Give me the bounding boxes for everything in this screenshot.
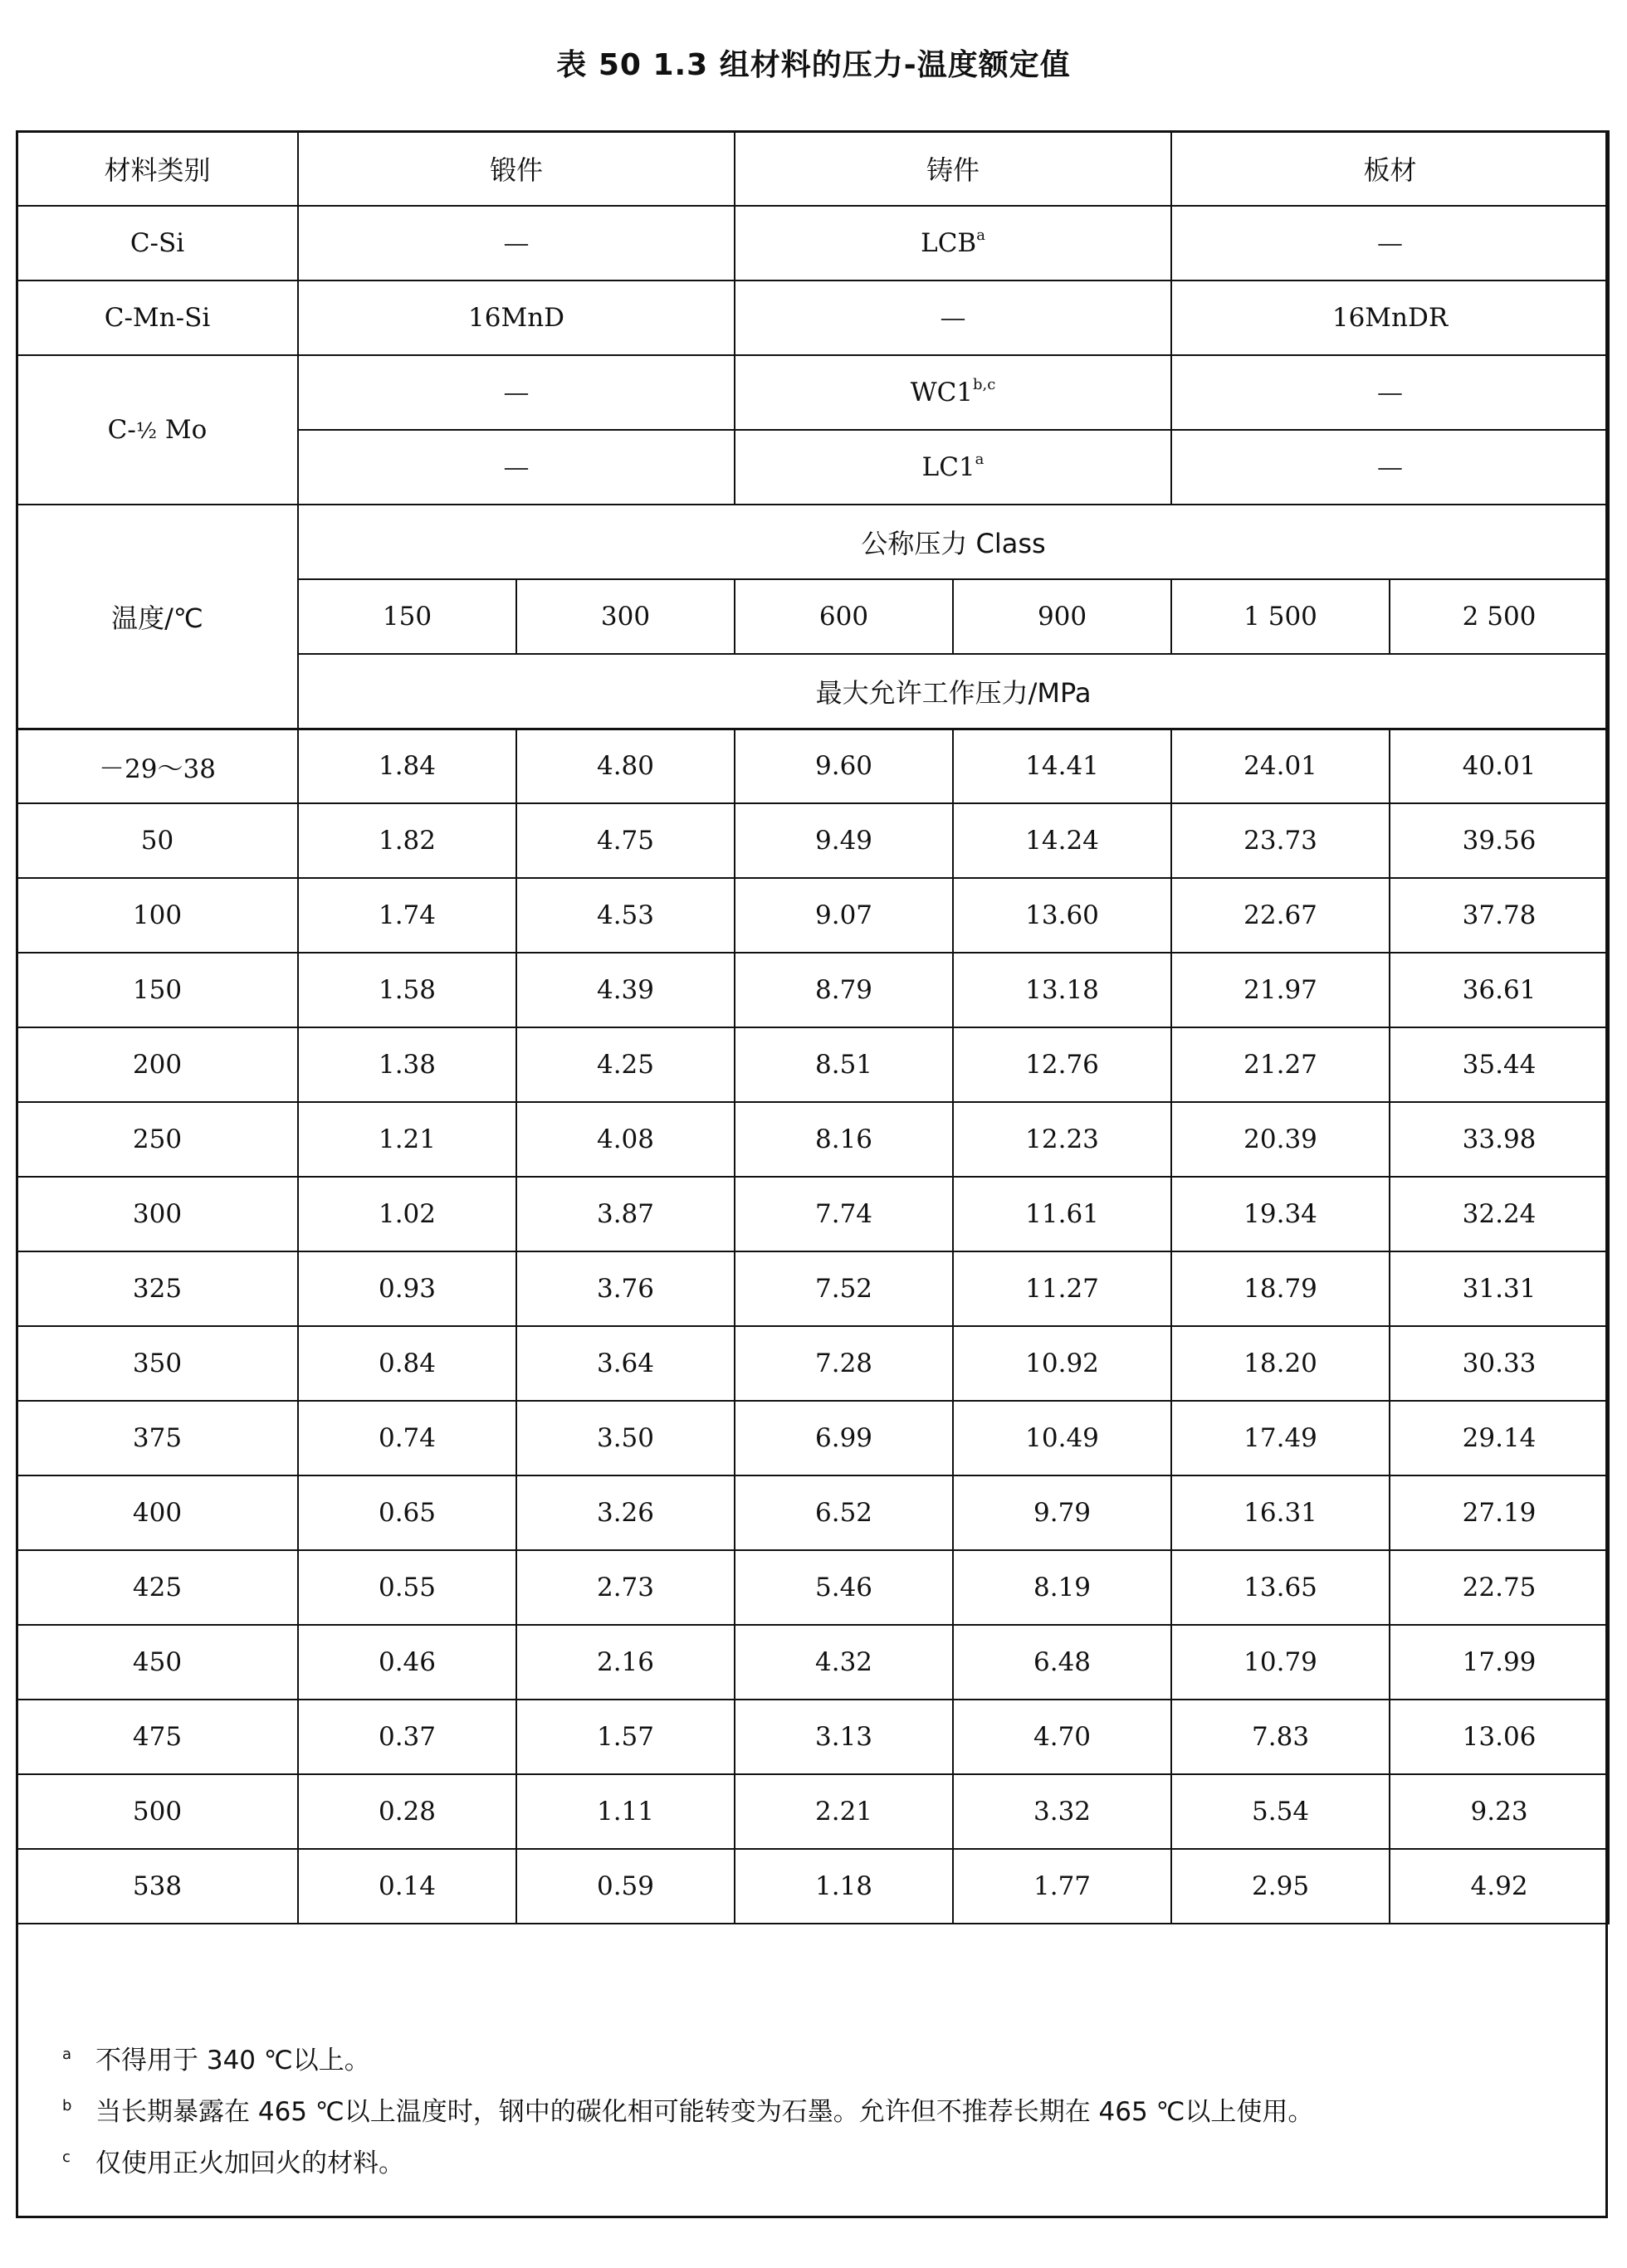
pressure-cell: 10.49 — [953, 1401, 1171, 1475]
pressure-cell: 35.44 — [1390, 1027, 1609, 1102]
pressure-cell: 1.11 — [516, 1774, 735, 1849]
pressure-cell: 3.26 — [516, 1475, 735, 1550]
pressure-cell: 22.67 — [1171, 878, 1390, 953]
pressure-cell: 2.21 — [735, 1774, 953, 1849]
pressure-cell: 21.97 — [1171, 953, 1390, 1027]
max-pressure-header: 最大允许工作压力/MPa — [298, 654, 1609, 729]
casting-grade: WC1 — [910, 378, 974, 407]
pressure-cell: 4.08 — [516, 1102, 735, 1177]
pressure-cell: 0.59 — [516, 1849, 735, 1924]
plate-cell: — — [1171, 355, 1609, 430]
pressure-cell: 23.73 — [1171, 803, 1390, 878]
pressure-cell: 27.19 — [1390, 1475, 1609, 1550]
pressure-cell: 1.58 — [298, 953, 516, 1027]
temperature-cell: 100 — [17, 878, 298, 953]
class-header: 900 — [953, 579, 1171, 654]
pressure-cell: 1.38 — [298, 1027, 516, 1102]
table-frame — [16, 130, 1608, 2218]
pressure-cell: 1.77 — [953, 1849, 1171, 1924]
pressure-cell: 0.93 — [298, 1251, 516, 1326]
pressure-cell: 6.48 — [953, 1625, 1171, 1700]
footnote-mark: b,c — [973, 376, 996, 393]
pressure-cell: 3.50 — [516, 1401, 735, 1475]
pressure-cell: 4.92 — [1390, 1849, 1609, 1924]
temperature-cell: 400 — [17, 1475, 298, 1550]
pressure-cell: 37.78 — [1390, 878, 1609, 953]
pressure-cell: 5.46 — [735, 1550, 953, 1625]
material-name: C-Mn-Si — [17, 280, 298, 355]
pressure-cell: 4.70 — [953, 1700, 1171, 1774]
temperature-cell: 425 — [17, 1550, 298, 1625]
footnotes — [62, 2029, 1590, 2183]
pressure-cell: 11.27 — [953, 1251, 1171, 1326]
pressure-cell: 0.37 — [298, 1700, 516, 1774]
temperature-cell: 500 — [17, 1774, 298, 1849]
pressure-cell: 24.01 — [1171, 729, 1390, 803]
pressure-cell: 9.23 — [1390, 1774, 1609, 1849]
pressure-cell: 1.02 — [298, 1177, 516, 1251]
forging-cell: — — [298, 355, 735, 430]
plate-cell: — — [1171, 206, 1609, 280]
pressure-cell: 2.73 — [516, 1550, 735, 1625]
pressure-cell: 3.87 — [516, 1177, 735, 1251]
pressure-cell: 3.76 — [516, 1251, 735, 1326]
footnote — [62, 2080, 1590, 2132]
forging-cell: — — [298, 430, 735, 505]
footnote — [62, 2132, 1590, 2183]
pressure-cell: 30.33 — [1390, 1326, 1609, 1401]
pressure-cell: 13.65 — [1171, 1550, 1390, 1625]
forging-cell: 16MnD — [298, 280, 735, 355]
pressure-cell: 1.74 — [298, 878, 516, 953]
material-name-prefix: C- — [107, 415, 136, 445]
casting-grade: LC1 — [921, 452, 975, 482]
pressure-cell: 8.51 — [735, 1027, 953, 1102]
footnote-mark: b — [62, 2097, 72, 2114]
pressure-cell: 16.31 — [1171, 1475, 1390, 1550]
pressure-cell: 1.18 — [735, 1849, 953, 1924]
pressure-cell: 7.28 — [735, 1326, 953, 1401]
pressure-cell: 9.60 — [735, 729, 953, 803]
pressure-cell: 13.60 — [953, 878, 1171, 953]
pressure-cell: 7.83 — [1171, 1700, 1390, 1774]
pressure-cell: 10.92 — [953, 1326, 1171, 1401]
footnote-mark: a — [975, 451, 985, 468]
pressure-cell: 0.28 — [298, 1774, 516, 1849]
pressure-cell: 4.32 — [735, 1625, 953, 1700]
pressure-cell: 0.65 — [298, 1475, 516, 1550]
pressure-cell: 13.18 — [953, 953, 1171, 1027]
footnote-mark: c — [62, 2149, 71, 2166]
pressure-cell: 2.95 — [1171, 1849, 1390, 1924]
forging-header: 锻件 — [298, 131, 735, 206]
pressure-cell: 8.19 — [953, 1550, 1171, 1625]
class-header: 600 — [735, 579, 953, 654]
pressure-cell: 12.76 — [953, 1027, 1171, 1102]
material-name-suffix: Mo — [157, 415, 208, 445]
class-header: 2 500 — [1390, 579, 1609, 654]
pressure-cell: 39.56 — [1390, 803, 1609, 878]
casting-grade: LCB — [921, 228, 977, 258]
pressure-cell: 12.23 — [953, 1102, 1171, 1177]
pressure-cell: 3.32 — [953, 1774, 1171, 1849]
pressure-cell: 1.21 — [298, 1102, 516, 1177]
temperature-cell: 200 — [17, 1027, 298, 1102]
plate-cell: 16MnDR — [1171, 280, 1609, 355]
pressure-cell: 1.82 — [298, 803, 516, 878]
temperature-cell: 150 — [17, 953, 298, 1027]
pressure-cell: 9.79 — [953, 1475, 1171, 1550]
pressure-cell: 4.75 — [516, 803, 735, 878]
pressure-cell: 4.39 — [516, 953, 735, 1027]
pressure-cell: 5.54 — [1171, 1774, 1390, 1849]
pressure-cell: 8.16 — [735, 1102, 953, 1177]
temperature-cell: 538 — [17, 1849, 298, 1924]
pressure-cell: 9.49 — [735, 803, 953, 878]
pressure-cell: 4.53 — [516, 878, 735, 953]
footnote-mark: a — [976, 227, 985, 244]
class-header: 300 — [516, 579, 735, 654]
temperature-cell: 325 — [17, 1251, 298, 1326]
pressure-cell: 2.16 — [516, 1625, 735, 1700]
pressure-cell: 17.49 — [1171, 1401, 1390, 1475]
footnote-text: 当长期暴露在 465 ℃以上温度时，钢中的碳化相可能转变为石墨。允许但不推荐长期在 465 ℃以上使用。 — [95, 2097, 1314, 2127]
temperature-cell: 350 — [17, 1326, 298, 1401]
pressure-cell: 14.24 — [953, 803, 1171, 878]
casting-header: 铸件 — [735, 131, 1171, 206]
pressure-cell: 1.57 — [516, 1700, 735, 1774]
footnote-mark: a — [62, 2046, 72, 2063]
plate-header: 板材 — [1171, 131, 1609, 206]
pressure-cell: 9.07 — [735, 878, 953, 953]
pressure-cell: 0.55 — [298, 1550, 516, 1625]
class-header: 1 500 — [1171, 579, 1390, 654]
pressure-cell: 4.25 — [516, 1027, 735, 1102]
pressure-cell: 19.34 — [1171, 1177, 1390, 1251]
pressure-cell: 10.79 — [1171, 1625, 1390, 1700]
nominal-pressure-header: 公称压力 Class — [298, 505, 1609, 579]
pressure-cell: 22.75 — [1390, 1550, 1609, 1625]
forging-cell: — — [298, 206, 735, 280]
temperature-cell: －29～38 — [17, 729, 298, 803]
pressure-cell: 3.64 — [516, 1326, 735, 1401]
pressure-cell: 31.31 — [1390, 1251, 1609, 1326]
pressure-cell: 6.99 — [735, 1401, 953, 1475]
casting-cell: — — [735, 280, 1171, 355]
pressure-cell: 0.14 — [298, 1849, 516, 1924]
class-header: 150 — [298, 579, 516, 654]
pressure-cell: 18.79 — [1171, 1251, 1390, 1326]
pressure-cell: 21.27 — [1171, 1027, 1390, 1102]
pressure-cell: 0.46 — [298, 1625, 516, 1700]
temperature-cell: 300 — [17, 1177, 298, 1251]
material-name: C-Si — [17, 206, 298, 280]
pressure-cell: 8.79 — [735, 953, 953, 1027]
pressure-cell: 32.24 — [1390, 1177, 1609, 1251]
pressure-cell: 17.99 — [1390, 1625, 1609, 1700]
temperature-cell: 375 — [17, 1401, 298, 1475]
pressure-cell: 0.74 — [298, 1401, 516, 1475]
pressure-cell: 0.84 — [298, 1326, 516, 1401]
pressure-cell: 11.61 — [953, 1177, 1171, 1251]
pressure-cell: 40.01 — [1390, 729, 1609, 803]
pressure-cell: 36.61 — [1390, 953, 1609, 1027]
table-title: 表 50 1.3 组材料的压力-温度额定值 — [556, 48, 1071, 82]
material-category-header: 材料类别 — [17, 131, 298, 206]
temperature-cell: 50 — [17, 803, 298, 878]
plate-cell: — — [1171, 430, 1609, 505]
temperature-cell: 475 — [17, 1700, 298, 1774]
pressure-cell: 14.41 — [953, 729, 1171, 803]
temperature-header: 温度/℃ — [17, 505, 298, 729]
pressure-cell: 29.14 — [1390, 1401, 1609, 1475]
temperature-cell: 250 — [17, 1102, 298, 1177]
pressure-cell: 3.13 — [735, 1700, 953, 1774]
pressure-cell: 18.20 — [1171, 1326, 1390, 1401]
pressure-cell: 7.74 — [735, 1177, 953, 1251]
footnote-text: 仅使用正火加回火的材料。 — [95, 2149, 404, 2178]
pressure-cell: 7.52 — [735, 1251, 953, 1326]
footnote — [62, 2029, 1590, 2080]
pressure-cell: 13.06 — [1390, 1700, 1609, 1774]
pressure-cell: 33.98 — [1390, 1102, 1609, 1177]
pressure-cell: 6.52 — [735, 1475, 953, 1550]
pressure-cell: 20.39 — [1171, 1102, 1390, 1177]
material-name-fraction: ½ — [135, 419, 158, 444]
pressure-cell: 4.80 — [516, 729, 735, 803]
footnote-text: 不得用于 340 ℃以上。 — [95, 2046, 370, 2075]
temperature-cell: 450 — [17, 1625, 298, 1700]
pressure-cell: 1.84 — [298, 729, 516, 803]
